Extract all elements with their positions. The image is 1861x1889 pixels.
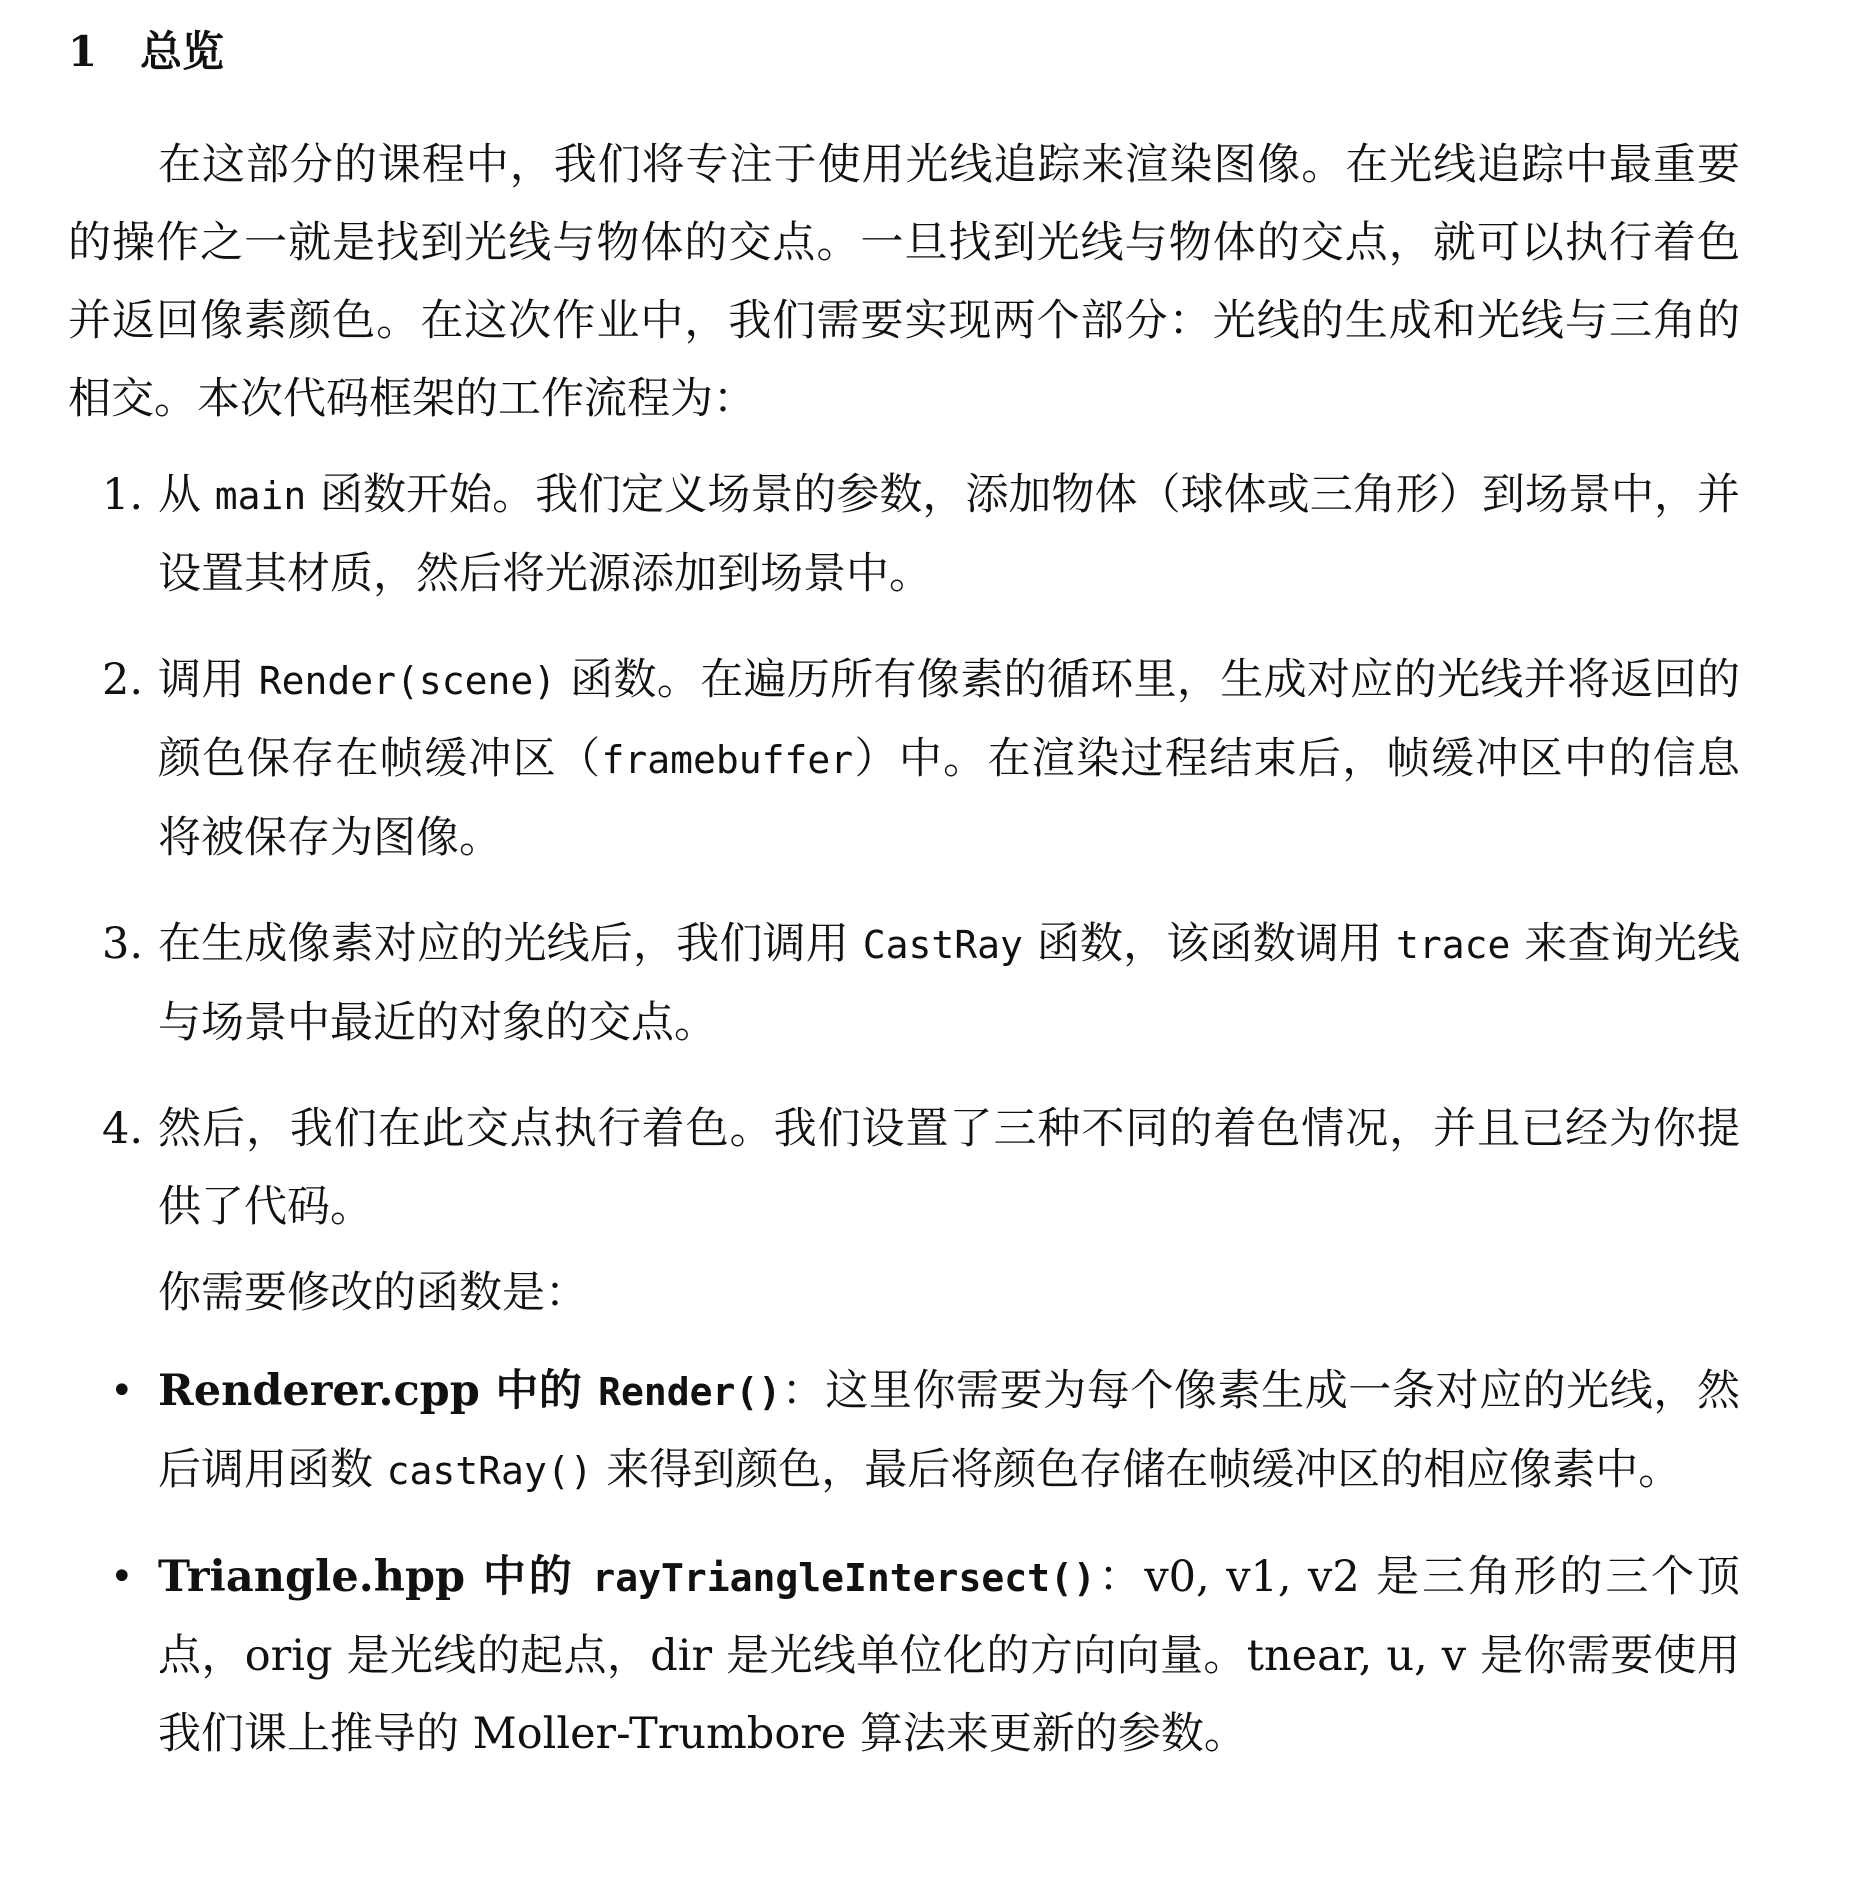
function-name: Render() — [598, 1370, 782, 1414]
step-text: 从 — [158, 470, 215, 520]
workflow-list — [68, 456, 1740, 1246]
function-item-ray-triangle-intersect — [68, 1538, 1740, 1773]
step-text: 在生成像素对应的光线后，我们调用 — [158, 919, 863, 969]
document-page — [68, 20, 1740, 1773]
workflow-step-2 — [68, 641, 1740, 877]
step-text: 函数，该函数调用 — [1022, 919, 1397, 969]
function-item-render — [68, 1352, 1740, 1510]
code-render-scene: Render(scene) — [258, 659, 557, 703]
function-file-label: Triangle.hpp 中的 — [158, 1552, 593, 1602]
code-castray-call: castRay() — [386, 1449, 593, 1493]
function-file-label: Renderer.cpp 中的 — [158, 1366, 599, 1416]
section-title: 总览 — [140, 27, 225, 76]
step-text: ）中。在渲染过程结束后，帧缓冲区中的信息将被保存为图像。 — [158, 734, 1741, 863]
step-marker: 2. — [102, 655, 144, 705]
section-number: 1 — [68, 27, 98, 76]
intro-paragraph: 在这部分的课程中，我们将专注于使用光线追踪来渲染图像。在光线追踪中最重要的操作之一就是找到光线与物体的交点。一旦找到光线与物体的交点，就可以执行着色并返回像素颜色。在这次作业中，我们需要实现两个部分：光线的生成和光线与三角的相交。本次代码框架的工作流程为： — [68, 140, 1740, 424]
bullet-marker: • — [110, 1368, 134, 1414]
code-framebuffer: framebuffer — [601, 738, 854, 782]
functions-intro: 你需要修改的函数是： — [158, 1268, 588, 1318]
step-marker: 4. — [102, 1104, 144, 1154]
function-description: 来得到颜色，最后将颜色存储在帧缓冲区的相应像素中。 — [592, 1445, 1682, 1495]
code-trace: trace — [1396, 923, 1511, 967]
step-text: 然后，我们在此交点执行着色。我们设置了三种不同的着色情况，并且已经为你提供了代码。 — [158, 1104, 1740, 1232]
step-text: 来查询光线与场景中最近的对象的交点。 — [158, 919, 1740, 1048]
code-main: main — [214, 474, 307, 518]
step-text: 函数开始。我们定义场景的参数，添加物体（球体或三角形）到场景中，并设置其材质，然后将光源添加到场景中。 — [158, 470, 1740, 599]
section-heading — [68, 20, 1740, 84]
function-description: ：这里你需要为每个像素生成一条对应的光线，然后调用函数 — [158, 1366, 1740, 1495]
workflow-step-3 — [68, 905, 1740, 1062]
step-marker: 3. — [102, 919, 144, 969]
code-castray: CastRay — [862, 923, 1023, 967]
step-text: 调用 — [158, 655, 259, 705]
bullet-marker: • — [110, 1554, 134, 1600]
function-name: rayTriangleIntersect() — [592, 1556, 1096, 1600]
step-text: 函数。在遍历所有像素的循环里，生成对应的光线并将返回的颜色保存在帧缓冲区（ — [158, 655, 1741, 784]
function-description: ：v0, v1, v2 是三角形的三个顶点，orig 是光线的起点，dir 是光线单位化的方向向量。tnear, u, v 是你需要使用我们课上推导的 Moller-Trumbore 算法来更新的参数。 — [158, 1552, 1740, 1759]
functions-list — [68, 1352, 1740, 1773]
workflow-step-4 — [68, 1090, 1740, 1246]
step-marker: 1. — [102, 470, 144, 520]
workflow-step-1 — [68, 456, 1740, 613]
